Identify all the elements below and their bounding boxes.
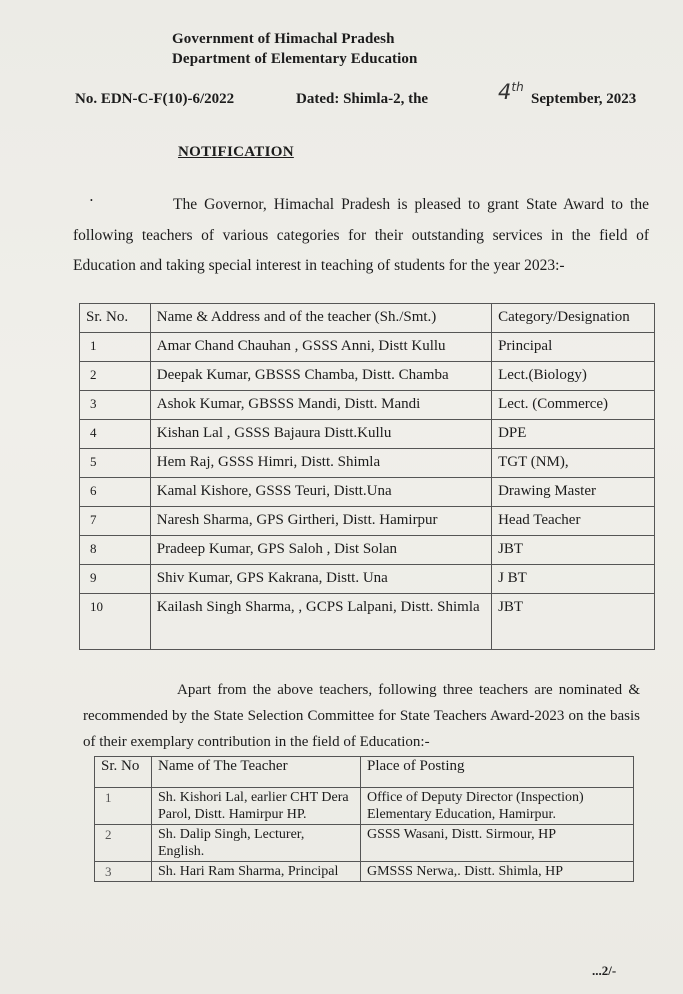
reference-number: No. EDN-C-F(10)-6/2022 (75, 91, 235, 107)
cell-sr-no: 1 (95, 788, 152, 825)
cell-sr-no: 5 (80, 449, 151, 478)
table-row (80, 536, 655, 565)
cell-name: Kamal Kishore, GSSS Teuri, Distt.Una (150, 478, 491, 507)
handwritten-day-suffix: th (511, 80, 524, 94)
cell-category: JBT (492, 536, 655, 565)
cell-category: J BT (492, 565, 655, 594)
table-row (80, 565, 655, 594)
table-row (80, 391, 655, 420)
cell-sr-no: 2 (80, 362, 151, 391)
cell-sr-no: 7 (80, 507, 151, 536)
dated-label: Dated: Shimla-2, the (296, 91, 429, 107)
cell-name: Deepak Kumar, GBSSS Chamba, Distt. Chamba (150, 362, 491, 391)
intro-paragraph: The Governor, Himachal Pradesh is pleased to grant State Award to the following teachers of various categories for their outstanding services in the field of Education and taking special interest in teaching of students for the year 2023:- (73, 196, 649, 274)
table-row (80, 420, 655, 449)
column-header-sr-no: Sr. No (95, 757, 152, 788)
table-row (95, 825, 634, 862)
nominated-table (94, 756, 634, 882)
cell-category: GSSS Wasani, Distt. Sirmour, HP (361, 825, 634, 862)
cell-sr-no: 3 (80, 391, 151, 420)
table-header-row (80, 304, 655, 333)
cell-category: Office of Deputy Director (Inspection) Elementary Education, Hamirpur. (361, 788, 634, 825)
column-header-sr-no: Sr. No. (80, 304, 151, 333)
table-row (80, 362, 655, 391)
cell-name: Amar Chand Chauhan , GSSS Anni, Distt Kullu (150, 333, 491, 362)
cell-category: Lect.(Biology) (492, 362, 655, 391)
table-row (80, 594, 655, 650)
stray-mark: • (90, 196, 93, 205)
cell-category: Drawing Master (492, 478, 655, 507)
cell-sr-no: 4 (80, 420, 151, 449)
table-row (80, 333, 655, 362)
second-paragraph: Apart from the above teachers, following three teachers are nominated & recommended by the State Selection Committee for State Teachers Award-2023 on the basis of their exemplary contribution in the field of Education:- (83, 682, 640, 750)
cell-sr-no: 2 (95, 825, 152, 862)
cell-sr-no: 1 (80, 333, 151, 362)
table-row (80, 478, 655, 507)
nominated-table-body (95, 788, 634, 882)
cell-category: Head Teacher (492, 507, 655, 536)
awards-table-body (80, 333, 655, 650)
cell-category: TGT (NM), (492, 449, 655, 478)
cell-name: Sh. Hari Ram Sharma, Principal (152, 862, 361, 882)
cell-category: Lect. (Commerce) (492, 391, 655, 420)
table-row (95, 788, 634, 825)
cell-sr-no: 6 (80, 478, 151, 507)
cell-category: Principal (492, 333, 655, 362)
table-row (80, 507, 655, 536)
page-continuation: ...2/- (592, 963, 617, 978)
column-header-category: Category/Designation (492, 304, 655, 333)
cell-sr-no: 3 (95, 862, 152, 882)
cell-name: Hem Raj, GSSS Himri, Distt. Shimla (150, 449, 491, 478)
cell-sr-no: 10 (80, 594, 151, 650)
table-row (80, 449, 655, 478)
cell-category: DPE (492, 420, 655, 449)
table-header-row (95, 757, 634, 788)
column-header-place-of-posting: Place of Posting (361, 757, 634, 788)
column-header-name: Name & Address and of the teacher (Sh./Smt.) (150, 304, 491, 333)
department-heading: Department of Elementary Education (172, 51, 418, 67)
cell-name: Shiv Kumar, GPS Kakrana, Distt. Una (150, 565, 491, 594)
column-header-teacher-name: Name of The Teacher (152, 757, 361, 788)
government-heading: Government of Himachal Pradesh (172, 31, 395, 47)
table-row (95, 862, 634, 882)
awards-table (79, 303, 655, 650)
cell-category: GMSSS Nerwa,. Distt. Shimla, HP (361, 862, 634, 882)
cell-name: Sh. Kishori Lal, earlier CHT Dera Parol, Distt. Hamirpur HP. (152, 788, 361, 825)
cell-name: Kailash Singh Sharma, , GCPS Lalpani, Distt. Shimla (150, 594, 491, 650)
notification-title: NOTIFICATION (178, 144, 294, 160)
month-year: September, 2023 (531, 91, 637, 107)
handwritten-day-number: 4 (498, 80, 512, 104)
cell-category: JBT (492, 594, 655, 650)
cell-name: Ashok Kumar, GBSSS Mandi, Distt. Mandi (150, 391, 491, 420)
handwritten-day (498, 80, 524, 104)
cell-name: Sh. Dalip Singh, Lecturer, English. (152, 825, 361, 862)
cell-name: Kishan Lal , GSSS Bajaura Distt.Kullu (150, 420, 491, 449)
cell-name: Naresh Sharma, GPS Girtheri, Distt. Hamirpur (150, 507, 491, 536)
cell-sr-no: 8 (80, 536, 151, 565)
cell-sr-no: 9 (80, 565, 151, 594)
cell-name: Pradeep Kumar, GPS Saloh , Dist Solan (150, 536, 491, 565)
